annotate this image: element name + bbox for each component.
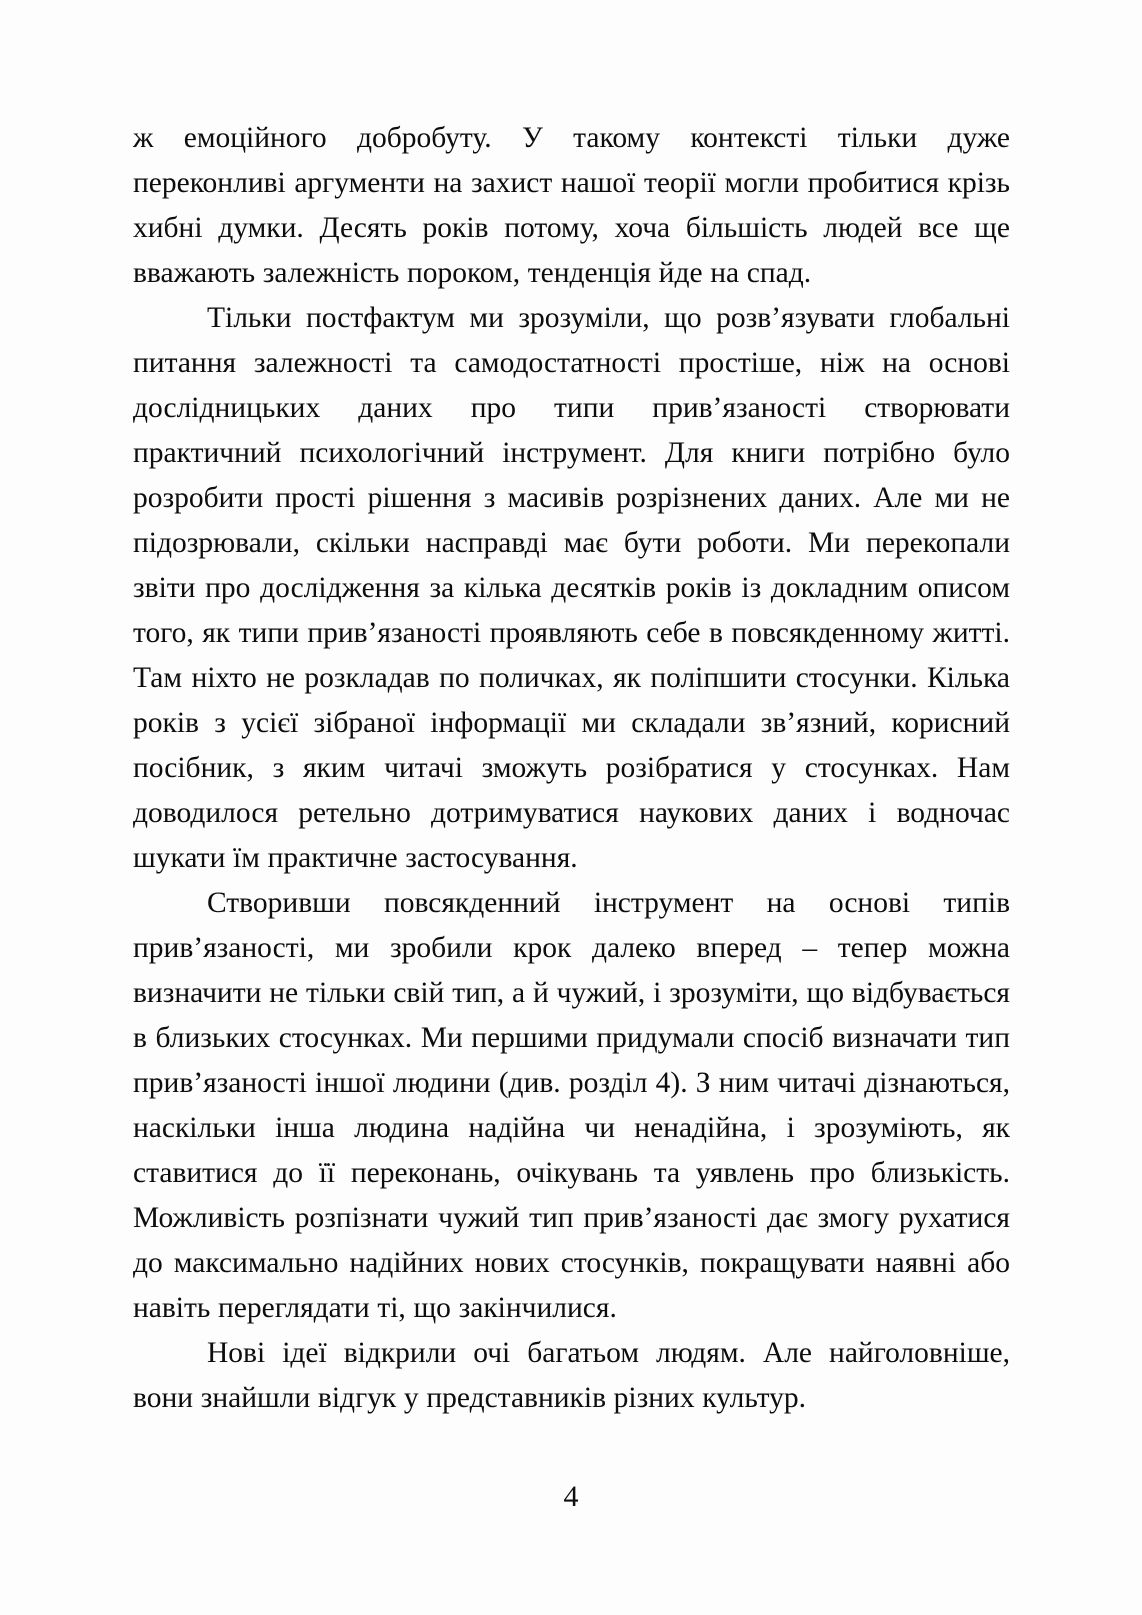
body-paragraph-2: Тільки постфактум ми зрозуміли, що розв’язувати глобальні питання залежності та самодостатності простіше, ніж на основі дослідницьких даних про типи прив’язаності створювати практичний психологічний інструмент. Для книги потрібно було розробити прості рішення з масивів розрізнених даних. Але ми не підозрювали, скільки насправді має бути роботи. Ми перекопали звіти про дослідження за кілька десятків років із докладним описом того, як типи прив’язаності проявляють себе в повсякденному житті. Там ніхто не розкладав по поличках, як поліпшити стосунки. Кілька років з усієї зібраної інформації ми складали зв’язний, корисний посібник, з яким читачі зможуть розібратися у стосунках. Нам доводилося ретельно дотримуватися наукових даних і водночас шукати їм практичне застосування. — [133, 302, 1010, 874]
body-paragraph-1: ж емоційного добробуту. У такому контексті тільки дуже переконливі аргументи на захист нашої теорії могли пробитися крізь хибні думки. Десять років потому, хоча більшість людей все ще вважають залежність пороком, тенденція йде на спад. — [133, 122, 1010, 289]
body-paragraph-3: Створивши повсякденний інструмент на основі типів прив’язаності, ми зробили крок далеко вперед – тепер можна визначити не тільки свій тип, а й чужий, і зрозуміти, що відбувається в близьких стосунках. Ми першими придумали спосіб визначати тип прив’язаності іншої людини (див. розділ 4). З ним читачі дізнаються, наскільки інша людина надійна чи ненадійна, і зрозуміють, як ставитися до її переконань, очікувань та уявлень про близькість. Можливість розпізнати чужий тип прив’язаності дає змогу рухатися до максимально надійних нових стосунків, покращувати наявні або навіть переглядати ті, що закінчилися. — [133, 887, 1010, 1324]
page-number: 4 — [563, 1480, 579, 1513]
body-text-column — [133, 116, 1010, 1421]
body-paragraph-4: Нові ідеї відкрили очі багатьом людям. Але найголовніше, вони знайшли відгук у представників різних культур. — [133, 1337, 1010, 1414]
